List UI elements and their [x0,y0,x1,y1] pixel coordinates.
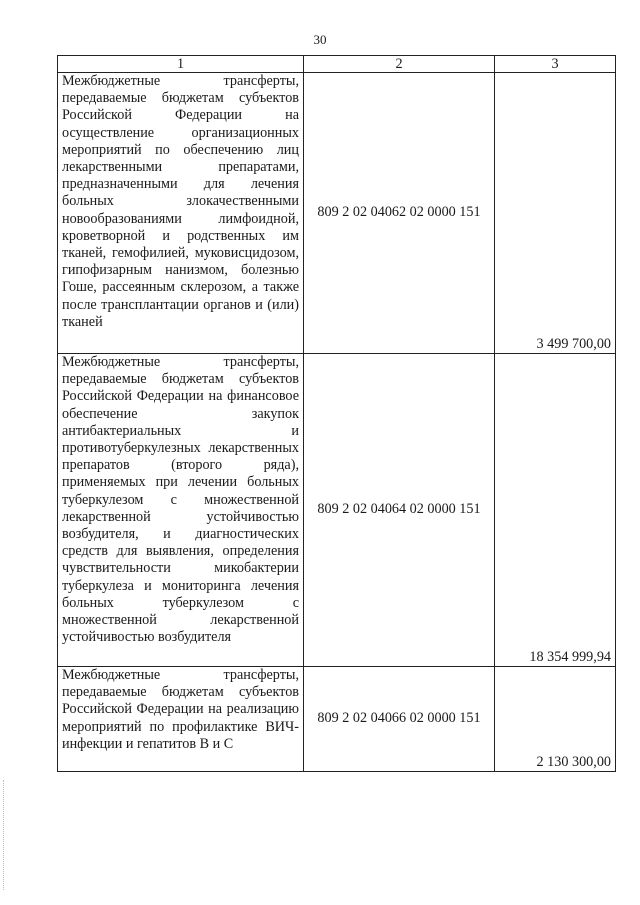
table-row [58,73,616,354]
table-row [58,354,616,667]
table-row [58,667,616,772]
column-header-2: 2 [304,56,495,73]
transfer-amount: 2 130 300,00 [495,667,616,772]
budget-classification-code: 809 2 02 04066 02 0000 151 [304,667,495,772]
transfer-amount: 18 354 999,94 [495,354,616,667]
table-header-row [58,56,616,73]
budget-table [57,55,616,772]
column-header-3: 3 [495,56,616,73]
budget-classification-code: 809 2 02 04062 02 0000 151 [304,73,495,354]
page-number: 30 [313,32,327,47]
column-header-1: 1 [58,56,304,73]
transfer-description: Межбюджетные трансферты, передаваемые бюджетам субъектов Российской Федерации на реализацию мероприятий по профилактике ВИЧ-инфекции и гепатитов В и С [58,667,304,772]
transfer-description: Межбюджетные трансферты, передаваемые бюджетам субъектов Российской Федерации на осуществление организационных мероприятий по обеспечению лиц лекарственными препаратами, предназначенными для лечения больных злокачественными новообразованиями лимфоидной, кроветворной и родственных им тканей, гемофилией, муковисцидозом, гипофизарным нанизмом, болезнью Гоше, рассеянным склерозом, а также после трансплантации органов и (или) тканей [58,73,304,354]
scan-margin-artifact [3,780,8,890]
budget-classification-code: 809 2 02 04064 02 0000 151 [304,354,495,667]
transfer-amount: 3 499 700,00 [495,73,616,354]
transfer-description: Межбюджетные трансферты, передаваемые бюджетам субъектов Российской Федерации на финансовое обеспечение закупок антибактериальных и противотуберкулезных лекарственных препаратов (второго ряда), применяемых при лечении больных туберкулезом с множественной лекарственной устойчивостью возбудителя, и диагностических средств для выявления, определения чувствительности микобактерии туберкулеза и мониторинга лечения больных туберкулезом с множественной лекарственной устойчивостью возбудителя [58,354,304,667]
